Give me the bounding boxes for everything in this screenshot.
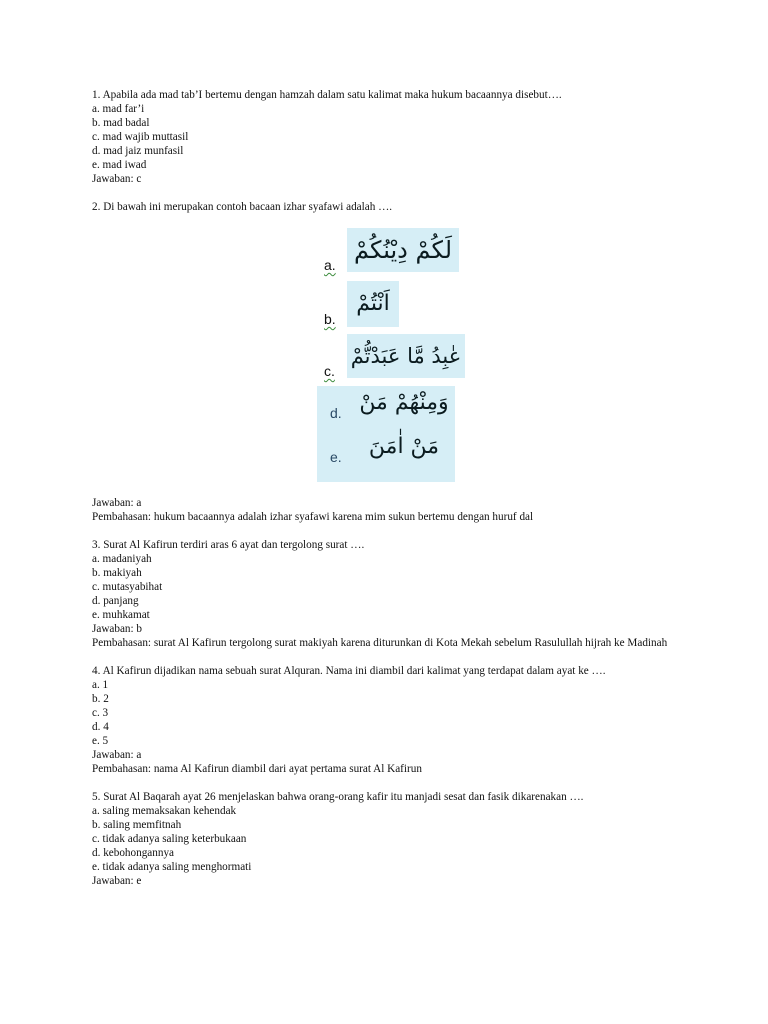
question-4 bbox=[92, 664, 682, 776]
question-1 bbox=[92, 88, 682, 186]
option-b: b. saling memfitnah bbox=[92, 819, 182, 831]
arabic-option-e: مَنْ اٰمَنَ bbox=[368, 434, 440, 459]
question-2 bbox=[92, 200, 682, 524]
option-c: c. 3 bbox=[92, 707, 109, 719]
explanation: Pembahasan: nama Al Kafirun diambil dari ayat pertama surat Al Kafirun bbox=[92, 763, 422, 775]
option-e: e. mad iwad bbox=[92, 159, 147, 171]
question-text: 4. Al Kafirun dijadikan nama sebuah surat Alquran. Nama ini diambil dari kalimat yang terdapat dalam ayat ke …. bbox=[92, 665, 606, 677]
option-d: d. panjang bbox=[92, 595, 139, 607]
option-c: c. tidak adanya saling keterbukaan bbox=[92, 833, 247, 845]
answer: Jawaban: e bbox=[92, 875, 142, 887]
option-d: d. mad jaiz munfasil bbox=[92, 145, 184, 157]
document-page bbox=[92, 88, 682, 888]
arabic-options-figure bbox=[92, 220, 682, 488]
explanation: Pembahasan: surat Al Kafirun tergolong surat makiyah karena diturunkan di Kota Mekah sebelum Rasulullah hijrah ke Madinah bbox=[92, 637, 668, 649]
figure-letter-e: e. bbox=[330, 449, 342, 465]
arabic-option-c: عٰبِدُ مَّا عَبَدْتُّمْ bbox=[347, 334, 465, 378]
option-e: e. 5 bbox=[92, 735, 109, 747]
figure-letter-c: c. bbox=[324, 363, 335, 379]
question-text: 1. Apabila ada mad tab’I bertemu dengan hamzah dalam satu kalimat maka hukum bacaannya disebut…. bbox=[92, 89, 562, 101]
arabic-option-b: اَنْتُمْ bbox=[347, 281, 399, 327]
answer: Jawaban: a bbox=[92, 749, 142, 761]
figure-letter-b: b. bbox=[324, 311, 336, 327]
figure-letter-a: a. bbox=[324, 257, 336, 273]
question-3 bbox=[92, 538, 682, 650]
explanation: Pembahasan: hukum bacaannya adalah izhar syafawi karena mim sukun bertemu dengan huruf dal bbox=[92, 511, 534, 523]
question-text: 5. Surat Al Baqarah ayat 26 menjelaskan bahwa orang-orang kafir itu manjadi sesat dan fasik dikarenakan …. bbox=[92, 791, 584, 803]
option-d: d. kebohongannya bbox=[92, 847, 175, 859]
option-d: d. 4 bbox=[92, 721, 109, 733]
option-c: c. mad wajib muttasil bbox=[92, 131, 189, 143]
option-a: a. 1 bbox=[92, 679, 109, 691]
option-a: a. saling memaksakan kehendak bbox=[92, 805, 237, 817]
figure-letter-d: d. bbox=[330, 405, 342, 421]
question-text: 2. Di bawah ini merupakan contoh bacaan izhar syafawi adalah …. bbox=[92, 201, 393, 213]
option-b: b. 2 bbox=[92, 693, 109, 705]
answer: Jawaban: a bbox=[92, 497, 142, 509]
option-c: c. mutasyabihat bbox=[92, 581, 163, 593]
arabic-option-a: لَكُمْ دِيْنُكُمْ bbox=[347, 228, 459, 272]
option-a: a. madaniyah bbox=[92, 553, 152, 565]
option-e: e. tidak adanya saling menghormati bbox=[92, 861, 252, 873]
option-b: b. mad badal bbox=[92, 117, 150, 129]
arabic-option-d: وَمِنْهُمْ مَنْ bbox=[359, 390, 449, 415]
answer: Jawaban: c bbox=[92, 173, 142, 185]
question-text: 3. Surat Al Kafirun terdiri aras 6 ayat dan tergolong surat …. bbox=[92, 539, 365, 551]
option-b: b. makiyah bbox=[92, 567, 142, 579]
option-e: e. muhkamat bbox=[92, 609, 150, 621]
question-5 bbox=[92, 790, 682, 888]
option-a: a. mad far’i bbox=[92, 103, 145, 115]
answer: Jawaban: b bbox=[92, 623, 143, 635]
